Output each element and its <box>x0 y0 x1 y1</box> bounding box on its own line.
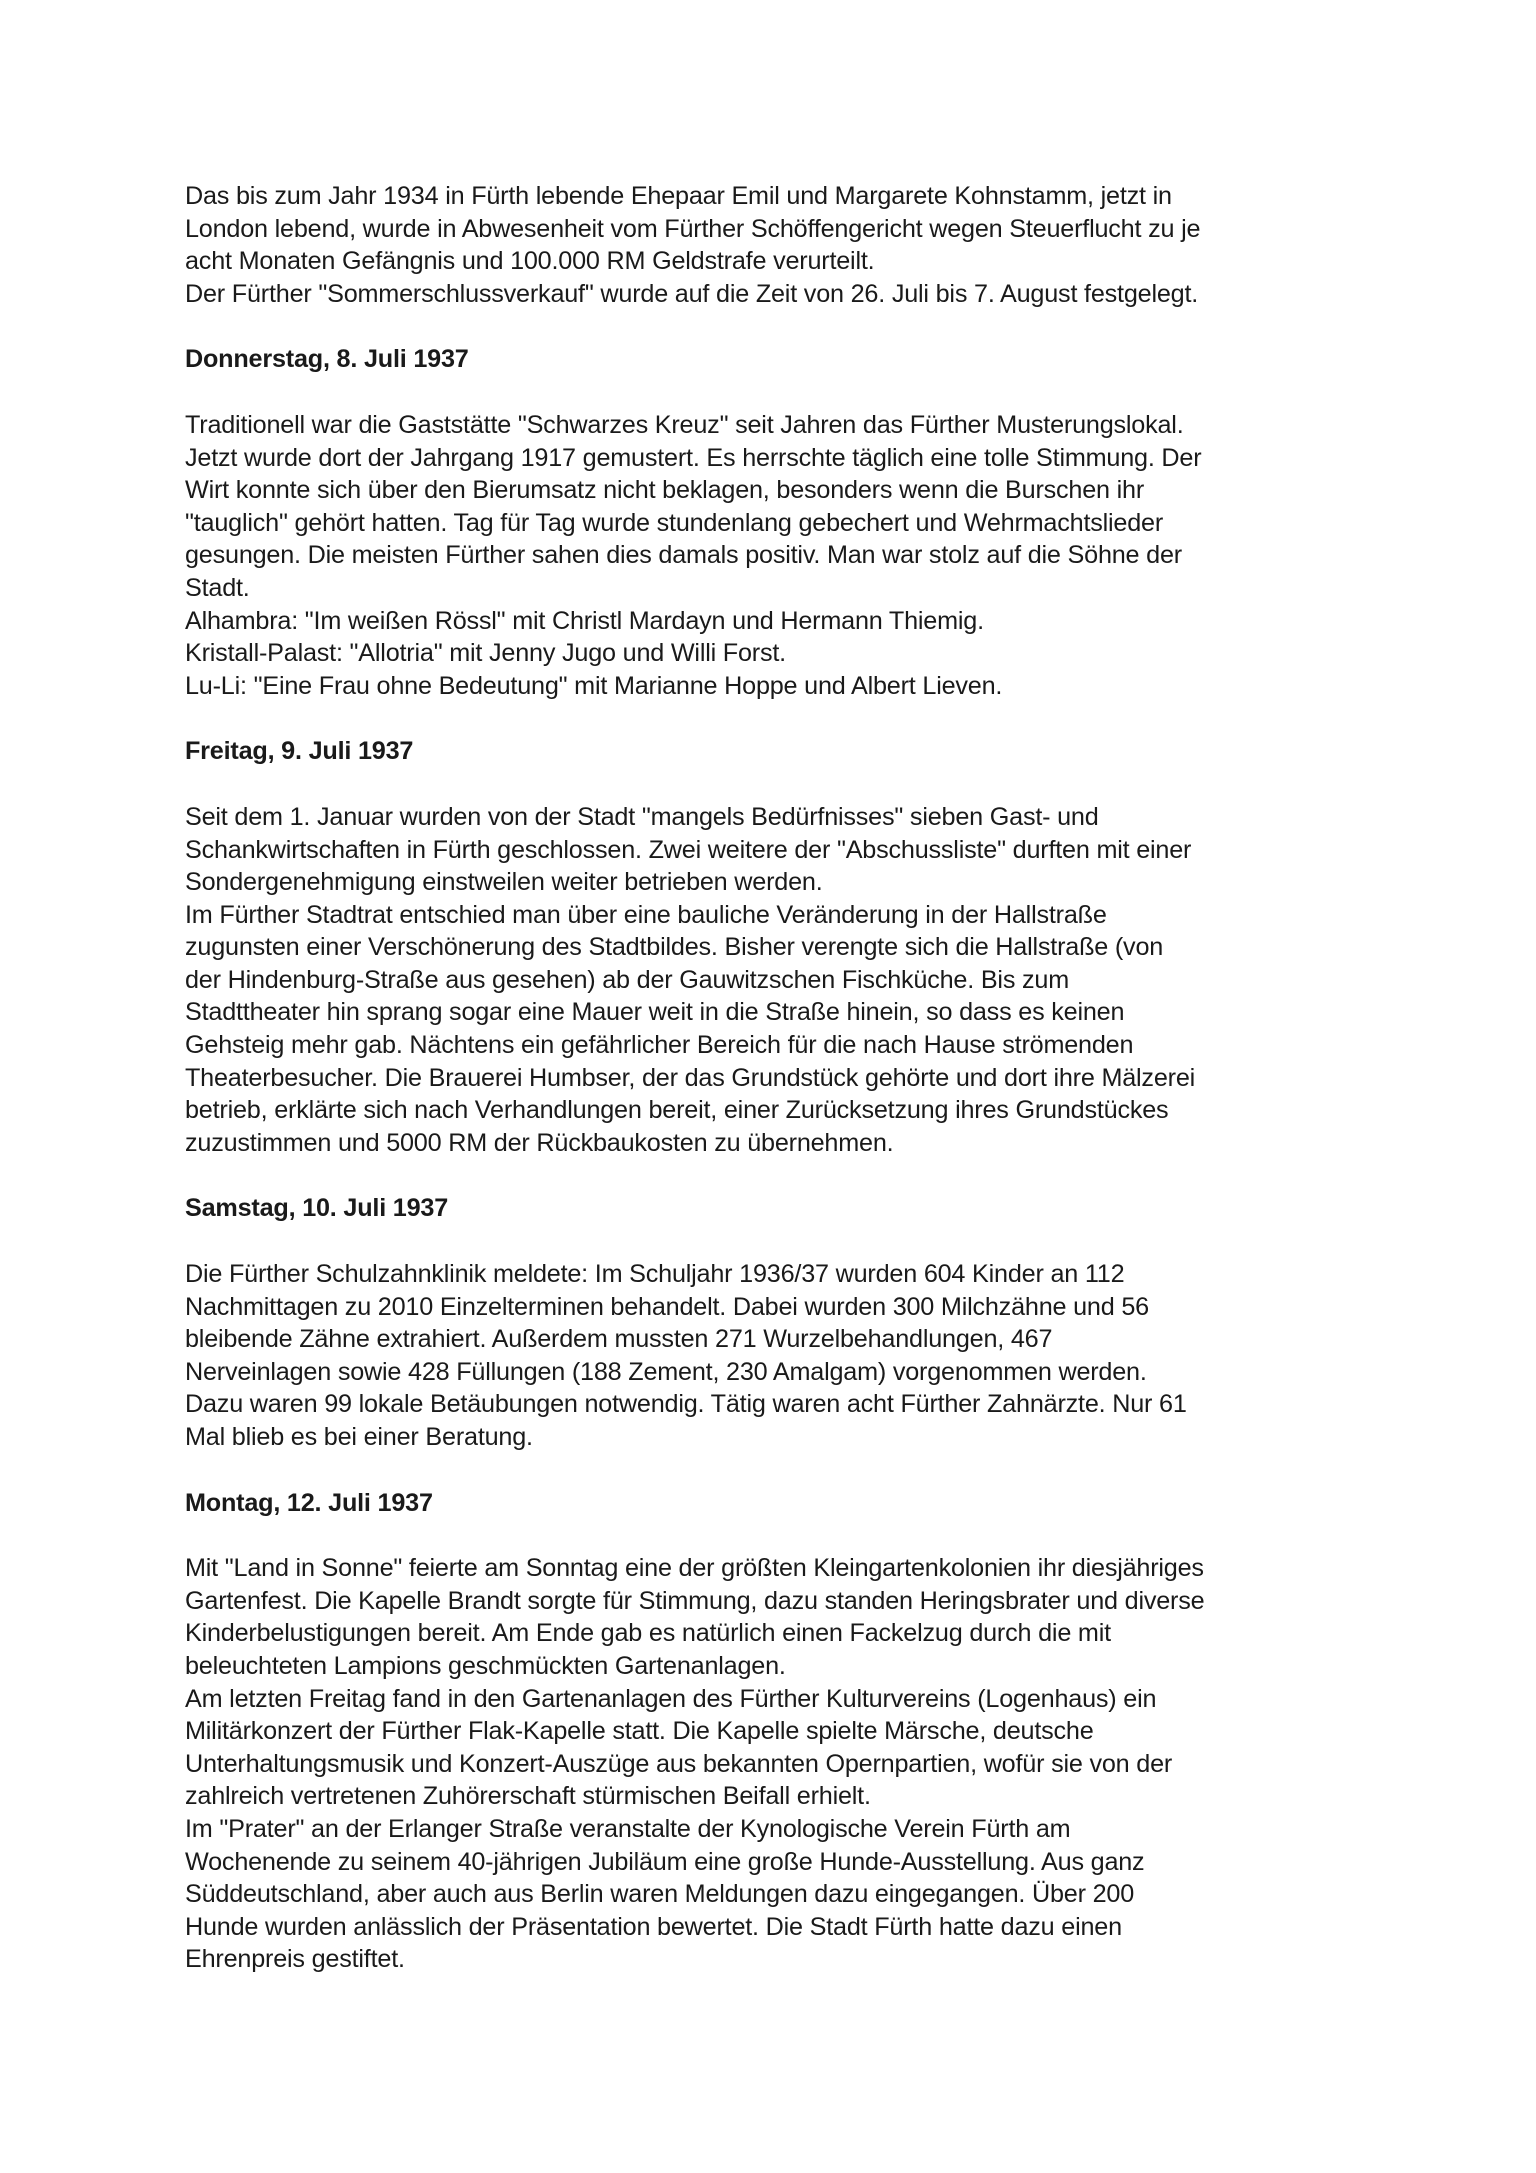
text-line: Kristall-Palast: "Allotria" mit Jenny Jugo und Willi Forst. <box>185 639 786 668</box>
section-freitag <box>185 735 1385 1159</box>
text-line: Stadt. <box>185 573 250 602</box>
text-line: Mit "Land in Sonne" feierte am Sonntag eine der größten Kleingartenkolonien ihr diesjähriges <box>185 1554 1204 1583</box>
section-donnerstag <box>185 343 1385 702</box>
text-line: London lebend, wurde in Abwesenheit vom Fürther Schöffengericht wegen Steuerflucht zu je <box>185 214 1201 243</box>
text-line: Im Fürther Stadtrat entschied man über eine bauliche Veränderung in der Hallstraße <box>185 900 1107 929</box>
spacer <box>185 376 1385 409</box>
text-line: Ehrenpreis gestiftet. <box>185 1945 405 1974</box>
text-line: beleuchteten Lampions geschmückten Gartenanlagen. <box>185 1651 786 1680</box>
date-heading: Samstag, 10. Juli 1937 <box>185 1194 449 1223</box>
text-line: Nerveinlagen sowie 428 Füllungen (188 Zement, 230 Amalgam) vorgenommen werden. <box>185 1357 1147 1386</box>
text-line: Stadttheater hin sprang sogar eine Mauer weit in die Straße hinein, so dass es keinen <box>185 998 1125 1027</box>
text-line: gesungen. Die meisten Fürther sahen dies damals positiv. Man war stolz auf die Söhne der <box>185 541 1182 570</box>
spacer <box>185 1159 1385 1192</box>
text-line: Unterhaltungsmusik und Konzert-Auszüge aus bekannten Opernpartien, wofür sie von der <box>185 1749 1173 1778</box>
text-line: Seit dem 1. Januar wurden von der Stadt "mangels Bedürfnisses" sieben Gast- und <box>185 802 1099 831</box>
text-line: Alhambra: "Im weißen Rössl" mit Christl Mardayn und Hermann Thiemig. <box>185 606 984 635</box>
text-line: Schankwirtschaften in Fürth geschlossen. Zwei weitere der "Abschussliste" durften mit einer <box>185 835 1192 864</box>
text-line: Die Fürther Schulzahnklinik meldete: Im Schuljahr 1936/37 wurden 604 Kinder an 112 <box>185 1260 1125 1289</box>
text-line: zugunsten einer Verschönerung des Stadtbildes. Bisher verengte sich die Hallstraße (von <box>185 933 1164 962</box>
text-line: Dazu waren 99 lokale Betäubungen notwendig. Tätig waren acht Fürther Zahnärzte. Nur 61 <box>185 1390 1187 1419</box>
text-line: Im "Prater" an der Erlanger Straße veranstalte der Kynologische Verein Fürth am <box>185 1814 1071 1843</box>
text-line: zahlreich vertretenen Zuhörerschaft stürmischen Beifall erhielt. <box>185 1782 871 1811</box>
date-heading: Donnerstag, 8. Juli 1937 <box>185 345 469 374</box>
spacer <box>185 768 1385 801</box>
section-intro <box>185 180 1385 310</box>
text-line: Wirt konnte sich über den Bierumsatz nicht beklagen, besonders wenn die Burschen ihr <box>185 476 1145 505</box>
spacer <box>185 1454 1385 1487</box>
text-line: Gehsteig mehr gab. Nächtens ein gefährlicher Bereich für die nach Hause strömenden <box>185 1031 1134 1060</box>
text-line: Jetzt wurde dort der Jahrgang 1917 gemustert. Es herrschte täglich eine tolle Stimmung. Der <box>185 443 1202 472</box>
text-line: "tauglich" gehört hatten. Tag für Tag wurde stundenlang gebechert und Wehrmachtslieder <box>185 508 1164 537</box>
text-line: Lu-Li: "Eine Frau ohne Bedeutung" mit Marianne Hoppe und Albert Lieven. <box>185 671 1003 700</box>
section-montag <box>185 1487 1385 1976</box>
text-line: Gartenfest. Die Kapelle Brandt sorgte für Stimmung, dazu standen Heringsbrater und diverse <box>185 1586 1205 1615</box>
section-samstag <box>185 1192 1385 1453</box>
paragraph <box>185 409 1385 702</box>
paragraph <box>185 801 1385 1160</box>
text-line: Der Fürther "Sommerschlussverkauf" wurde auf die Zeit von 26. Juli bis 7. August festgelegt. <box>185 279 1199 308</box>
spacer <box>185 702 1385 735</box>
text-line: Sondergenehmigung einstweilen weiter betrieben werden. <box>185 868 823 897</box>
text-line: bleibende Zähne extrahiert. Außerdem mussten 271 Wurzelbehandlungen, 467 <box>185 1325 1053 1354</box>
text-line: Nachmittagen zu 2010 Einzelterminen behandelt. Dabei wurden 300 Milchzähne und 56 <box>185 1292 1149 1321</box>
text-line: Mal blieb es bei einer Beratung. <box>185 1423 533 1451</box>
text-line: Traditionell war die Gaststätte "Schwarzes Kreuz" seit Jahren das Fürther Musterungslokal. <box>185 410 1184 439</box>
spacer <box>185 310 1385 343</box>
spacer <box>185 1519 1385 1552</box>
document-page <box>185 180 1385 1976</box>
text-line: Kinderbelustigungen bereit. Am Ende gab es natürlich einen Fackelzug durch die mit <box>185 1619 1111 1648</box>
text-line: acht Monaten Gefängnis und 100.000 RM Geldstrafe verurteilt. <box>185 247 875 276</box>
text-line: der Hindenburg-Straße aus gesehen) ab der Gauwitzschen Fischküche. Bis zum <box>185 965 1070 994</box>
text-line: Am letzten Freitag fand in den Gartenanlagen des Fürther Kulturvereins (Logenhaus) ein <box>185 1684 1157 1713</box>
date-heading: Freitag, 9. Juli 1937 <box>185 737 414 766</box>
spacer <box>185 1225 1385 1258</box>
text-line: Theaterbesucher. Die Brauerei Humbser, der das Grundstück gehörte und dort ihre Mälzerei <box>185 1063 1196 1092</box>
text-line: zuzustimmen und 5000 RM der Rückbaukosten zu übernehmen. <box>185 1128 894 1157</box>
text-line: Militärkonzert der Fürther Flak-Kapelle statt. Die Kapelle spielte Märsche, deutsche <box>185 1717 1094 1746</box>
paragraph <box>185 1258 1385 1454</box>
paragraph-intro <box>185 180 1385 310</box>
text-line: Das bis zum Jahr 1934 in Fürth lebende Ehepaar Emil und Margarete Kohnstamm, jetzt in <box>185 182 1172 210</box>
text-line: Wochenende zu seinem 40-jährigen Jubiläum eine große Hunde-Ausstellung. Aus ganz <box>185 1847 1145 1876</box>
text-line: betrieb, erklärte sich nach Verhandlungen bereit, einer Zurücksetzung ihres Grundstückes <box>185 1096 1169 1125</box>
date-heading: Montag, 12. Juli 1937 <box>185 1488 433 1517</box>
text-line: Hunde wurden anlässlich der Präsentation bewertet. Die Stadt Fürth hatte dazu einen <box>185 1912 1122 1941</box>
text-line: Süddeutschland, aber auch aus Berlin waren Meldungen dazu eingegangen. Über 200 <box>185 1880 1135 1909</box>
paragraph <box>185 1552 1385 1976</box>
